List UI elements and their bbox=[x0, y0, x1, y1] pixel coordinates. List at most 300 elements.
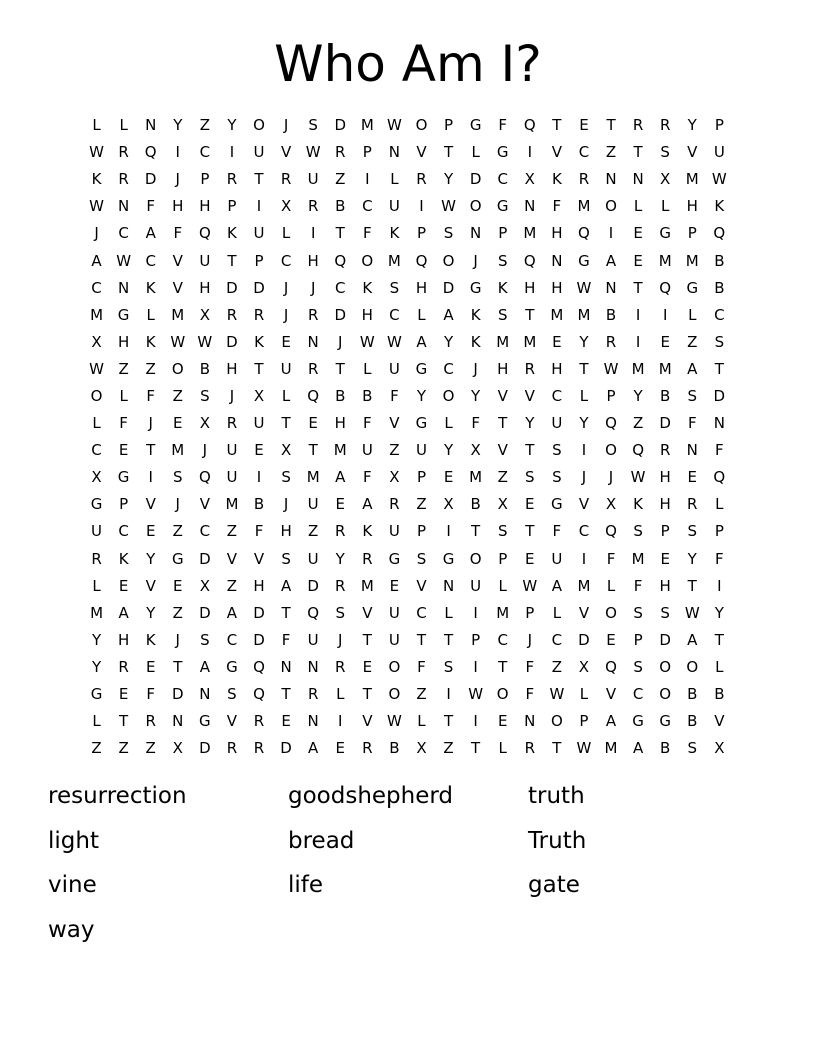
grid-letter: O bbox=[659, 657, 672, 676]
grid-letter: F bbox=[363, 224, 372, 243]
grid-letter: L bbox=[471, 143, 480, 162]
grid-letter: Y bbox=[471, 386, 481, 405]
grid-letter: L bbox=[579, 386, 589, 405]
grid-letter: S bbox=[497, 251, 508, 270]
grid-letter: M bbox=[469, 468, 483, 487]
grid-letter: M bbox=[360, 576, 374, 595]
grid-letter: R bbox=[226, 170, 238, 189]
grid-letter: O bbox=[605, 197, 617, 216]
grid-letter: E bbox=[335, 739, 345, 758]
grid-letter: S bbox=[281, 549, 291, 568]
grid-letter: K bbox=[389, 224, 400, 243]
grid-letter: B bbox=[714, 278, 725, 297]
grid-letter: R bbox=[335, 576, 346, 595]
grid-letter: Y bbox=[173, 116, 183, 135]
grid-letter: S bbox=[416, 549, 427, 568]
grid-letter: X bbox=[714, 739, 725, 758]
grid-row bbox=[83, 546, 733, 573]
grid-letter: N bbox=[280, 657, 292, 676]
grid-letter: Q bbox=[578, 224, 590, 243]
grid-letter: N bbox=[442, 576, 455, 595]
grid-letter: W bbox=[116, 251, 132, 270]
grid-letter: A bbox=[308, 739, 319, 758]
grid-row bbox=[83, 383, 733, 410]
grid-letter: T bbox=[525, 522, 535, 541]
grid-letter: Q bbox=[605, 414, 617, 433]
grid-letter: Z bbox=[687, 332, 698, 351]
grid-letter: L bbox=[119, 386, 128, 405]
grid-letter: N bbox=[524, 197, 536, 216]
grid-letter: P bbox=[227, 197, 237, 216]
grid-letter: O bbox=[90, 386, 103, 405]
grid-letter: J bbox=[608, 468, 614, 487]
grid-letter: U bbox=[551, 414, 563, 433]
grid-letter: E bbox=[633, 224, 643, 243]
grid-letter: W bbox=[576, 739, 592, 758]
grid-letter: F bbox=[498, 116, 508, 135]
grid-letter: Z bbox=[172, 522, 183, 541]
grid-letter: Y bbox=[579, 414, 589, 433]
grid-letter: P bbox=[606, 386, 616, 405]
grid-letter: T bbox=[552, 739, 562, 758]
grid-letter: I bbox=[635, 332, 641, 351]
grid-letter: R bbox=[524, 739, 535, 758]
grid-letter: A bbox=[605, 251, 617, 270]
grid-letter: G bbox=[388, 549, 401, 568]
grid-letter: X bbox=[199, 414, 210, 433]
grid-letter: W bbox=[89, 359, 104, 378]
grid-letter: L bbox=[688, 305, 697, 324]
grid-letter: U bbox=[551, 549, 563, 568]
grid-letter: H bbox=[524, 278, 536, 297]
grid-letter: S bbox=[335, 603, 345, 622]
grid-letter: R bbox=[226, 739, 238, 758]
grid-letter: Z bbox=[199, 116, 210, 135]
grid-letter: G bbox=[496, 143, 509, 162]
grid-letter: I bbox=[419, 197, 424, 216]
grid-letter: B bbox=[389, 739, 400, 758]
grid-letter: N bbox=[524, 712, 536, 731]
grid-letter: R bbox=[280, 170, 292, 189]
grid-letter: W bbox=[630, 468, 646, 487]
grid-letter: J bbox=[581, 468, 587, 487]
grid-letter: L bbox=[444, 603, 453, 622]
grid-letter: Z bbox=[335, 170, 346, 189]
grid-letter: H bbox=[497, 359, 509, 378]
grid-row bbox=[83, 681, 733, 708]
grid-letter: M bbox=[685, 170, 699, 189]
grid-letter: D bbox=[199, 739, 211, 758]
grid-letter: Z bbox=[605, 143, 617, 162]
grid-letter: G bbox=[686, 278, 699, 297]
grid-letter: R bbox=[118, 143, 129, 162]
grid-letter: T bbox=[254, 170, 264, 189]
grid-letter: Y bbox=[579, 332, 589, 351]
grid-letter: F bbox=[687, 414, 697, 433]
grid-letter: U bbox=[388, 630, 400, 649]
grid-letter: H bbox=[334, 414, 346, 433]
grid-letter: M bbox=[225, 495, 239, 514]
grid-letter: I bbox=[662, 305, 668, 324]
grid-letter: L bbox=[606, 576, 616, 595]
grid-letter: Z bbox=[443, 739, 454, 758]
grid-letter: N bbox=[713, 414, 725, 433]
grid-letter: L bbox=[363, 359, 372, 378]
grid-letter: M bbox=[171, 305, 185, 324]
grid-letter: Y bbox=[687, 116, 697, 135]
grid-letter: T bbox=[498, 414, 508, 433]
grid-letter: R bbox=[307, 197, 319, 216]
grid-letter: X bbox=[199, 305, 210, 324]
grid-letter: N bbox=[307, 332, 319, 351]
grid-letter: Y bbox=[416, 386, 427, 405]
grid-letter: W bbox=[359, 332, 375, 351]
grid-letter: Y bbox=[687, 549, 697, 568]
grid-letter: N bbox=[686, 441, 698, 460]
grid-letter: O bbox=[388, 657, 401, 676]
grid-letter: J bbox=[310, 278, 316, 297]
grid-letter: E bbox=[118, 576, 129, 595]
grid-letter: G bbox=[415, 414, 428, 433]
word-list-item: life bbox=[288, 872, 324, 898]
grid-letter: S bbox=[173, 468, 183, 487]
grid-letter: U bbox=[388, 359, 400, 378]
grid-letter: A bbox=[416, 332, 427, 351]
grid-letter: E bbox=[660, 332, 670, 351]
grid-letter: J bbox=[473, 359, 478, 378]
grid-letter: M bbox=[631, 549, 645, 568]
grid-letter: O bbox=[415, 116, 428, 135]
grid-letter: O bbox=[686, 657, 699, 676]
grid-letter: A bbox=[551, 576, 562, 595]
grid-letter: G bbox=[469, 116, 482, 135]
grid-letter: U bbox=[415, 441, 427, 460]
grid-letter: Z bbox=[416, 495, 427, 514]
grid-letter: D bbox=[226, 332, 238, 351]
grid-letter: E bbox=[389, 576, 400, 595]
grid-letter: K bbox=[633, 495, 644, 514]
grid-letter: G bbox=[117, 305, 130, 324]
grid-letter: S bbox=[633, 522, 643, 541]
grid-letter: N bbox=[470, 224, 482, 243]
word-list-item: light bbox=[48, 827, 99, 854]
grid-letter: H bbox=[659, 495, 671, 514]
grid-letter: U bbox=[307, 170, 319, 189]
grid-letter: F bbox=[119, 414, 128, 433]
grid-letter: V bbox=[362, 603, 373, 622]
grid-letter: G bbox=[117, 468, 130, 487]
grid-letter: F bbox=[281, 630, 291, 649]
grid-letter: T bbox=[579, 359, 589, 378]
grid-letter: V bbox=[253, 549, 265, 568]
grid-letter: N bbox=[605, 170, 617, 189]
grid-letter: R bbox=[578, 170, 590, 189]
grid-letter: Z bbox=[118, 359, 129, 378]
grid-letter: W bbox=[305, 143, 321, 162]
grid-letter: J bbox=[283, 116, 289, 135]
grid-letter: T bbox=[714, 630, 724, 649]
grid-letter: N bbox=[388, 143, 401, 162]
grid-letter: R bbox=[632, 116, 644, 135]
grid-letter: V bbox=[280, 143, 292, 162]
grid-letter: O bbox=[171, 359, 184, 378]
grid-letter: A bbox=[632, 739, 644, 758]
grid-letter: J bbox=[175, 170, 180, 189]
grid-letter: R bbox=[389, 495, 400, 514]
grid-letter: U bbox=[388, 603, 400, 622]
grid-letter: R bbox=[687, 495, 698, 514]
grid-row bbox=[83, 573, 733, 600]
grid-letter: V bbox=[416, 576, 427, 595]
grid-letter: J bbox=[338, 332, 343, 351]
grid-letter: A bbox=[226, 603, 238, 622]
grid-letter: N bbox=[605, 278, 617, 297]
grid-letter: F bbox=[633, 576, 643, 595]
grid-letter: K bbox=[227, 224, 237, 243]
grid-letter: Z bbox=[172, 386, 183, 405]
grid-letter: P bbox=[498, 549, 508, 568]
grid-letter: C bbox=[91, 441, 102, 460]
grid-row bbox=[83, 654, 733, 681]
grid-letter: K bbox=[714, 197, 725, 216]
grid-letter: L bbox=[92, 414, 101, 433]
grid-letter: Y bbox=[335, 549, 345, 568]
grid-letter: G bbox=[199, 712, 211, 731]
grid-letter: H bbox=[415, 278, 428, 297]
grid-letter: O bbox=[442, 386, 455, 405]
grid-letter: A bbox=[362, 495, 373, 514]
grid-letter: D bbox=[253, 630, 265, 649]
grid-letter: V bbox=[687, 143, 698, 162]
grid-letter: I bbox=[473, 712, 478, 731]
grid-letter: R bbox=[416, 170, 427, 189]
grid-letter: U bbox=[253, 414, 265, 433]
grid-letter: F bbox=[254, 522, 264, 541]
grid-letter: J bbox=[283, 495, 289, 514]
grid-letter: E bbox=[606, 630, 616, 649]
grid-letter: T bbox=[227, 251, 237, 270]
word-list-item: gate bbox=[528, 872, 580, 898]
grid-letter: X bbox=[524, 170, 535, 189]
word-list-item: way bbox=[48, 916, 95, 943]
grid-letter: H bbox=[551, 278, 563, 297]
grid-letter: F bbox=[525, 657, 535, 676]
grid-letter: S bbox=[308, 116, 318, 135]
grid-letter: H bbox=[659, 468, 671, 487]
grid-letter: R bbox=[335, 143, 346, 162]
grid-letter: U bbox=[307, 495, 319, 514]
grid-letter: W bbox=[386, 712, 402, 731]
grid-letter: R bbox=[307, 685, 319, 704]
grid-letter: H bbox=[172, 197, 184, 216]
grid-letter: Z bbox=[632, 414, 644, 433]
grid-letter: F bbox=[363, 414, 372, 433]
grid-letter: D bbox=[144, 170, 157, 189]
grid-letter: E bbox=[362, 657, 373, 676]
grid-letter: V bbox=[172, 278, 183, 297]
grid-letter: U bbox=[199, 251, 211, 270]
grid-letter: B bbox=[605, 305, 617, 324]
grid-letter: T bbox=[498, 657, 508, 676]
grid-letter: T bbox=[687, 576, 697, 595]
grid-letter: E bbox=[443, 468, 454, 487]
grid-letter: U bbox=[253, 224, 265, 243]
grid-letter: O bbox=[469, 197, 482, 216]
grid-letter: M bbox=[171, 441, 185, 460]
grid-letter: O bbox=[550, 712, 563, 731]
grid-letter: H bbox=[117, 630, 130, 649]
grid-letter: N bbox=[307, 657, 319, 676]
grid-letter: Q bbox=[632, 441, 644, 460]
grid-letter: H bbox=[199, 197, 211, 216]
grid-letter: M bbox=[604, 739, 618, 758]
grid-letter: V bbox=[145, 495, 156, 514]
grid-letter: I bbox=[175, 143, 180, 162]
grid-letter: J bbox=[283, 278, 289, 297]
grid-letter: A bbox=[199, 657, 210, 676]
grid-letter: Z bbox=[226, 522, 238, 541]
grid-row bbox=[83, 329, 733, 356]
grid-letter: P bbox=[416, 224, 426, 243]
grid-letter: L bbox=[281, 224, 291, 243]
grid-letter: Q bbox=[713, 224, 726, 243]
grid-letter: B bbox=[714, 251, 725, 270]
grid-row bbox=[83, 356, 733, 383]
grid-letter: S bbox=[687, 739, 698, 758]
grid-letter: U bbox=[91, 522, 103, 541]
grid-letter: M bbox=[333, 441, 347, 460]
grid-letter: L bbox=[119, 116, 128, 135]
grid-letter: C bbox=[91, 278, 102, 297]
grid-letter: M bbox=[685, 251, 699, 270]
grid-letter: Z bbox=[226, 576, 238, 595]
grid-letter: V bbox=[714, 712, 725, 731]
grid-letter: J bbox=[338, 630, 343, 649]
grid-letter: S bbox=[687, 386, 698, 405]
grid-letter: M bbox=[496, 603, 510, 622]
grid-letter: H bbox=[551, 224, 563, 243]
grid-letter: P bbox=[660, 522, 670, 541]
grid-letter: I bbox=[473, 657, 478, 676]
grid-letter: G bbox=[659, 224, 671, 243]
grid-letter: R bbox=[91, 549, 102, 568]
puzzle-title: Who Am I? bbox=[274, 35, 542, 93]
grid-letter: S bbox=[497, 522, 508, 541]
grid-letter: U bbox=[388, 197, 400, 216]
grid-letter: F bbox=[363, 468, 372, 487]
grid-letter: S bbox=[660, 143, 670, 162]
grid-letter: K bbox=[118, 549, 129, 568]
grid-letter: B bbox=[335, 197, 346, 216]
grid-letter: C bbox=[632, 685, 644, 704]
grid-letter: T bbox=[173, 657, 183, 676]
grid-letter: T bbox=[471, 522, 481, 541]
grid-letter: O bbox=[659, 685, 672, 704]
grid-letter: U bbox=[713, 143, 725, 162]
grid-row bbox=[83, 410, 733, 437]
grid-letter: E bbox=[281, 332, 291, 351]
grid-letter: X bbox=[253, 386, 265, 405]
grid-letter: E bbox=[497, 712, 508, 731]
grid-letter: K bbox=[145, 332, 156, 351]
grid-letter: Z bbox=[308, 522, 319, 541]
grid-letter: I bbox=[717, 576, 722, 595]
grid-letter: V bbox=[362, 712, 373, 731]
grid-letter: L bbox=[633, 197, 643, 216]
grid-letter: E bbox=[525, 549, 535, 568]
grid-letter: N bbox=[551, 251, 563, 270]
grid-letter: L bbox=[390, 170, 399, 189]
grid-letter: M bbox=[550, 305, 564, 324]
grid-letter: Q bbox=[523, 116, 536, 135]
grid-letter: T bbox=[633, 143, 643, 162]
grid-letter: X bbox=[280, 441, 292, 460]
grid-letter: S bbox=[443, 224, 454, 243]
grid-letter: B bbox=[362, 386, 373, 405]
grid-letter: E bbox=[173, 576, 183, 595]
grid-letter: D bbox=[171, 685, 184, 704]
grid-letter: Y bbox=[714, 603, 724, 622]
grid-letter: D bbox=[199, 549, 211, 568]
grid-letter: Q bbox=[334, 251, 347, 270]
grid-letter: D bbox=[334, 116, 347, 135]
word-list-item: vine bbox=[48, 872, 97, 898]
grid-letter: F bbox=[471, 414, 480, 433]
grid-letter: H bbox=[280, 522, 292, 541]
grid-letter: K bbox=[497, 278, 508, 297]
grid-letter: Z bbox=[91, 739, 102, 758]
grid-letter: L bbox=[661, 197, 670, 216]
grid-letter: C bbox=[199, 143, 211, 162]
grid-letter: M bbox=[577, 197, 591, 216]
grid-letter: L bbox=[417, 712, 426, 731]
grid-letter: J bbox=[175, 630, 180, 649]
grid-row bbox=[83, 518, 733, 545]
grid-letter: D bbox=[442, 278, 455, 297]
grid-row bbox=[83, 491, 733, 518]
grid-letter: I bbox=[148, 468, 153, 487]
grid-letter: T bbox=[308, 441, 318, 460]
grid-letter: J bbox=[527, 630, 532, 649]
grid-letter: X bbox=[443, 495, 454, 514]
grid-letter: F bbox=[552, 197, 562, 216]
grid-letter: T bbox=[335, 224, 345, 243]
word-list-item: resurrection bbox=[48, 783, 187, 809]
grid-letter: V bbox=[226, 712, 238, 731]
grid-letter: U bbox=[307, 549, 319, 568]
grid-letter: M bbox=[658, 359, 672, 378]
grid-letter: K bbox=[470, 332, 481, 351]
grid-letter: W bbox=[386, 332, 402, 351]
grid-letter: U bbox=[361, 441, 373, 460]
grid-letter: X bbox=[199, 576, 210, 595]
grid-letter: M bbox=[387, 251, 401, 270]
grid-letter: T bbox=[714, 359, 724, 378]
grid-letter: M bbox=[306, 468, 320, 487]
grid-letter: H bbox=[117, 332, 130, 351]
grid-letter: I bbox=[473, 603, 478, 622]
grid-letter: C bbox=[118, 224, 129, 243]
grid-letter: X bbox=[389, 468, 400, 487]
grid-letter: C bbox=[578, 522, 590, 541]
grid-letter: D bbox=[713, 386, 726, 405]
grid-letter: E bbox=[335, 495, 345, 514]
grid-letter: T bbox=[471, 739, 481, 758]
word-list-item: bread bbox=[288, 827, 355, 854]
grid-letter: Q bbox=[605, 522, 617, 541]
grid-letter: M bbox=[523, 332, 537, 351]
grid-letter: Q bbox=[307, 386, 320, 405]
